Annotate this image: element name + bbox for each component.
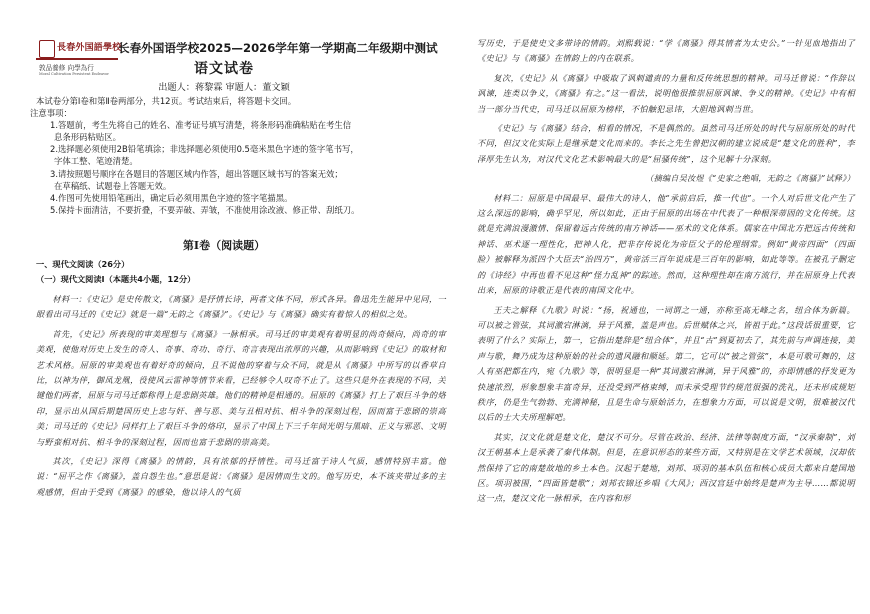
source-citation: （摘编自吴汝煜《“史家之绝唱，无韵之《离骚》”试释》） — [645, 174, 855, 184]
exam-notes — [30, 95, 446, 216]
note-item: 5.保持卡面清洁，不要折叠，不要弄破、弄皱，不准使用涂改液、修正带、刮纸刀。 — [50, 204, 360, 215]
paragraph: 复次，《史记》从《离骚》中吸取了讽刺谴责的力量和反传统思想的精神。司马迁曾说：“作辞以讽谏，连类以争义，《离骚》有之。”这一看法，说明他很推崇屈原讽谏、争义的精神。《史记》中有相当一部分当代史，司马迁以屈原为榜样，不怕触犯忌讳，大胆地讽刺当世。 — [477, 72, 855, 114]
paragraph: 写历史，于是使史文多带诗的情韵。刘熙载说：“学《离骚》得其情者为太史公。”一针见血地指出了《史记》与《离骚》在情韵上的内在联系。 — [477, 38, 855, 64]
notes-intro: 本试卷分第Ⅰ卷和第Ⅱ卷两部分，共12页。考试结束后，将答题卡交回。 — [36, 96, 297, 106]
paper-title: 语文试卷 — [194, 61, 254, 77]
notes-heading: 注意事项： — [30, 108, 72, 119]
paragraph: 《史记》与《离骚》结合，相看的情况，不是偶然的。虽然司马迁所处的时代与屈原所处的时代不同，但汉文化实际上是继承楚文化而来的。李长之先生曾把汉朝的建立说成是“楚文化的胜利”，李泽厚先生认为，对汉代文化艺术影响最大的是“屈骚传统”，这个见解十分深刻。 — [477, 123, 855, 164]
logo-school-name: 長春外国語學校 — [57, 43, 122, 53]
paragraph: 首先，《史记》所表现的审美理想与《离骚》一脉相承。司马迁的审美观有着明显的尚奇倾向，尚奇的审美观，使他对历史上发生的奇人、奇事、奇功、奇行、奇言表现出浓厚的兴趣，从而影响到《史记》的取材和艺术风格。屈原的审美观也有着好奇的倾向，且不说他的穿着与众不同，就是从《离骚》中所写的以香草自比，以神为伴，御凤龙凰，役使风云雷神等情节来看，已经够令人叹奇不止了。这些只是外在表现的不同，关键他们两者，屈原与司马迁都称得上是悲剧英雄。他们的精神是相通的。屈原的《离骚》打上了艰巨斗争的烙印，显示出从国后期楚国历史上忠与奸、善与恶、美与丑相对抗、相斗争的深刻过程，因而富于悲剧的崇高美；司马迁的《史记》同样打上了艰巨斗争的烙印，显示了中国上下三千年间光明与黑暗、正义与邪恶、文明与野蛮相对抗、相斗争的深刻过程，因而也富于悲剧的崇高美。 — [36, 328, 446, 447]
paragraph: 其实，汉文化就是楚文化，楚汉不可分。尽管在政治、经济、法律等制度方面，“汉承秦制”，刘汉王朝基本上是承袭了秦代体制。但是，在意识形态的某些方面，又特别是在文学艺术领域，汉却依然保持了它的南楚故地的乡土本色。汉起于楚地，刘邦、项羽的基本队伍和核心成员大都来自楚国地区。项羽被围，“四面皆楚歌”；刘邦衣锦还乡唱《大风》；西汉宫廷中始终是楚声为主导……都说明这一点，楚汉文化一脉相承，在内容和形 — [477, 431, 855, 504]
paragraph: 王夫之解释《九歌》时说：“扬，祝通也，一词谓之一通，亦称至高无峰之名，纽合体为新篇。可以被之管弦，其词激宕淋漓，异于风雅，盖是声也。后世赋体之兴，皆祖于此。”这段话很重要，它表明了什么？实际上，第一，它指出楚辞是“纽合体”，并且“古”到夏初去了，其先前与声调连接，美声与歌，舞乃成为这种原始的社会的遗风融和顺延。第二，它可以“被之管弦”，本是可歌可舞的，这人有巫把都在内，宛《九歌》等，很明显是一种“其词激宕淋漓，异于风雅”的，亦即情感的抒发更为快速浓烈，形象想象丰富奇异，还没受到严格束缚，而未承受理节约规范很强的洗礼，还未形成规矩秩序，仍是生气勃勃、充满神秘，且是生命与原始活力，在想象力方面，可以说是文明，很难被汉代以后的士大夫所理解吧。 — [477, 304, 855, 423]
note-item: 1.答题前，考生先将自己的姓名、准考证号填写清楚，将条形码准确粘贴在考生信 — [50, 120, 352, 131]
authors-line: 出题人：蒋黎霖 审题人：董文颖 — [158, 82, 290, 93]
paragraph: 其次，《史记》深得《离骚》的情韵，具有浓郁的抒情性。司马迁富于诗人气质，感情特别丰富。他说：“屈平之作《离骚》，盖自怨生也。”意思是说：《离骚》是因情而生文的。他写历史，本不该夹带过多的主观感情，但由于受到《离骚》的感染，他以诗人的气质 — [36, 456, 446, 497]
right-body-text — [477, 36, 855, 511]
left-body-text — [36, 292, 446, 504]
note-item: 3.请按照题号顺序在各题目的答题区域内作答，超出答题区域书写的答案无效； — [50, 168, 343, 179]
section-title: 一、现代文阅读（26分） — [36, 259, 130, 269]
note-item: 字体工整、笔迹清楚。 — [54, 156, 138, 167]
volume-title: 第Ⅰ卷（阅读题） — [182, 239, 266, 252]
school-title: 长春外国语学校2025—2026学年第一学期高二年级期中测试 — [118, 41, 438, 55]
note-item: 在草稿纸、试题卷上答题无效。 — [54, 180, 172, 191]
paragraph: 材料一：《史记》是史传散文，《离骚》是抒情长诗，两者文体不同，形式各异。鲁迅先生能异中见同，一眼看出司马迁的《史记》就是一篇“无韵之《离骚》”。《史记》与《离骚》确实有着惊人的相似之处。 — [36, 294, 446, 320]
subsection-title: （一）现代文阅读Ⅰ（本题共4小题，12分） — [36, 274, 196, 284]
school-seal-icon — [39, 40, 55, 58]
note-item: 2.选择题必须使用2B铅笔填涂；非选择题必须使用0.5毫米黑色字迹的签字笔书写， — [50, 144, 359, 155]
note-item: 4.作图可先使用铅笔画出，确定后必须用黑色字迹的签字笔描黑。 — [50, 192, 293, 203]
logo-motto-en: Moral Cultivation Persistent Endeavor — [39, 72, 110, 76]
logo-motto: 敦品養修 向學為行 — [39, 64, 94, 72]
note-item: 息条形码粘贴区。 — [54, 132, 121, 143]
paragraph: 材料二：屈原是中国最早、最伟大的诗人，他“承前启后，推一代也”。一个人对后世文化产生了这么深远的影响，确乎罕见，所以如此，正由于屈原的出场在中代表了一种根深蒂固的文化传统。这就是充满浪漫激情、保留着远古传统的南方神话——巫术的文化体系。儒家在中国北方把远古传统和神话、巫术逐一理性化，把神人化，把非存传说化为帝臣父子的伦理纲常。例如“黄帝四面”（四面脸）被解释为派四个大臣去“治四方”，黄帝活三百年说成是三百年的影响，如此等等。在被孔子删定的《诗经》中再也看不见这种“怪力乱神”的踪迹。然而，这种理性却在南方流行，并在屈原身上代表出来，屈原的诗歌正是代表的南国文化中。 — [477, 192, 855, 296]
